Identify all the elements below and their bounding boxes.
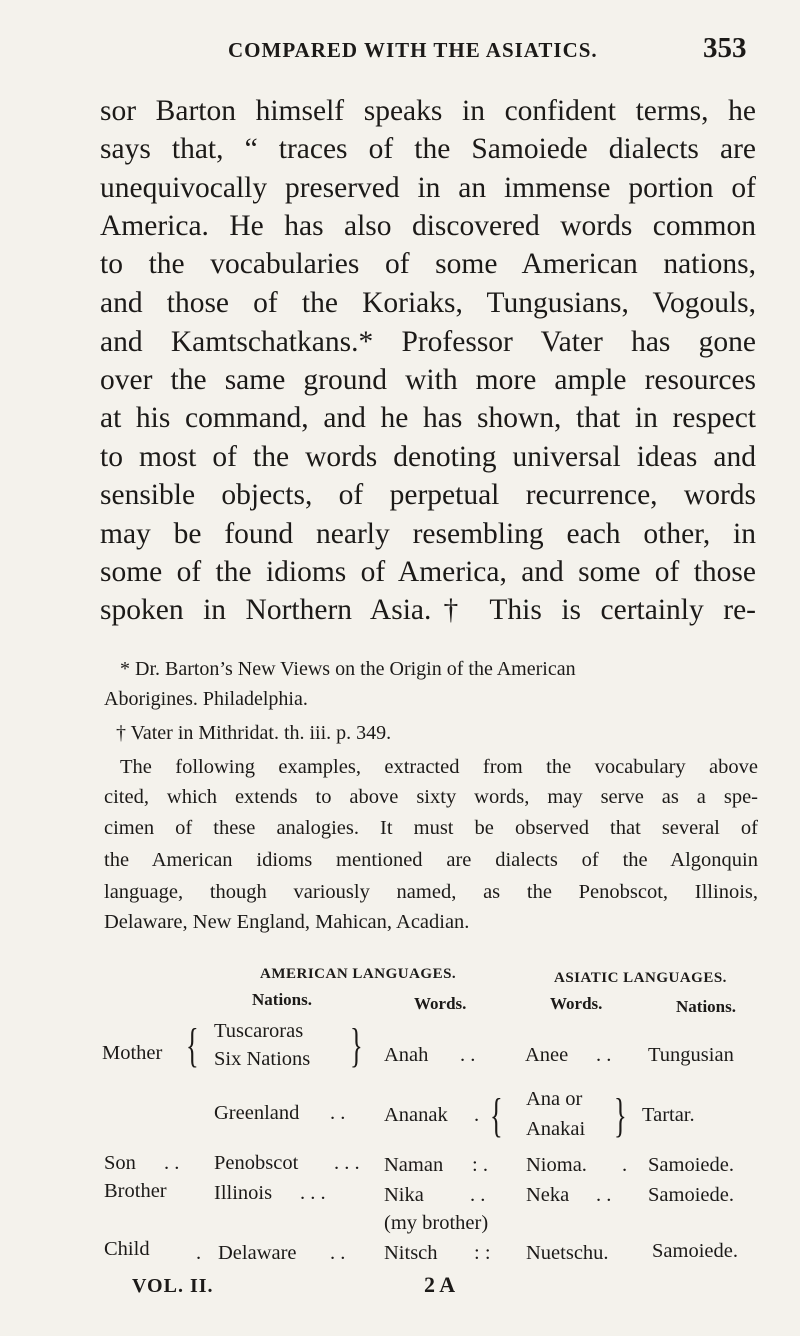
leader-dots: . . [460,1044,476,1066]
left-brace: { [490,1089,503,1142]
right-brace: } [614,1089,627,1142]
asiatic-nation-tungusian: Tungusian [648,1044,734,1066]
small-text-line: cimen of these analogies. It must be observed that several of [104,817,758,839]
asiatic-nation-tartar: Tartar. [642,1104,695,1126]
small-text-line: Delaware, New England, Mahican, Acadian. [104,911,470,933]
body-line: and those of the Koriaks, Tungusians, Vogouls, [100,287,756,319]
nation-illinois: Illinois [214,1182,273,1204]
right-brace: } [350,1019,363,1072]
body-line: says that, “ traces of the Samoiede dialects are [100,133,756,165]
nation-six-nations: Six Nations [214,1048,311,1070]
asiatic-nation-samoiede: Samoiede. [652,1240,738,1262]
leader-dots: . [622,1154,628,1176]
small-text-line: language, though variously named, as the Penobscot, Illinois, [104,881,758,903]
leader-dots: . . [596,1044,612,1066]
column-words-right: Words. [550,994,603,1013]
asiatic-word-anee: Anee [525,1044,569,1066]
table-header-american: AMERICAN LANGUAGES. [260,966,457,982]
footnote-star-continued: Aborigines. Philadelphia. [104,688,308,710]
leader-dots: . [196,1242,202,1264]
leader-dots: . . [470,1184,486,1206]
leader-dots: : . [472,1154,488,1176]
leader-dots: . . [596,1184,612,1206]
nation-delaware: Delaware [218,1242,297,1264]
asiatic-word-nuetschu: Nuetschu. [526,1242,609,1264]
body-line: sensible objects, of perpetual recurrence, words [100,479,756,511]
nation-penobscot: Penobscot [214,1152,299,1174]
asiatic-word-nioma: Nioma. [526,1154,587,1176]
word-anah: Anah [384,1044,429,1066]
column-words-left: Words. [414,994,467,1013]
left-brace: { [186,1019,199,1072]
word-naman: Naman [384,1154,444,1176]
page-number: 353 [703,32,747,64]
column-nations-left: Nations. [252,990,312,1009]
asiatic-nation-samoiede: Samoiede. [648,1184,734,1206]
asiatic-word-neka: Neka [526,1184,570,1206]
leader-dots: . . [330,1242,346,1264]
small-text-line: the American idioms mentioned are dialects of the Algonquin [104,849,758,871]
term-brother: Brother [104,1180,167,1202]
term-son: Son [104,1152,136,1174]
body-line: spoken in Northern Asia.† This is certainly re- [100,594,756,626]
word-ananak: Ananak [384,1104,448,1126]
table-header-asiatic: ASIATIC LANGUAGES. [554,970,727,986]
word-nitsch: Nitsch [384,1242,438,1264]
leader-dots: . . [330,1102,346,1124]
body-line: sor Barton himself speaks in confident terms, he [100,95,756,127]
asiatic-nation-samoiede: Samoiede. [648,1154,734,1176]
footnote-star: * Dr. Barton’s New Views on the Origin of the American [120,658,576,680]
body-line: unequivocally preserved in an immense portion of [100,172,756,204]
leader-dots: . . . [334,1152,360,1174]
small-text-line: The following examples, extracted from the vocabulary above [120,756,758,778]
leader-dots: . [474,1104,480,1126]
small-text-line: cited, which extends to above sixty words, may serve as a spe- [104,786,758,808]
body-line: may be found nearly resembling each other, in [100,518,756,550]
body-line: and Kamtschatkans.* Professor Vater has gone [100,326,756,358]
term-child: Child [104,1238,150,1260]
body-line: to most of the words denoting universal ideas and [100,441,756,473]
body-line: over the same ground with more ample resources [100,364,756,396]
asiatic-word-anakai: Anakai [526,1118,586,1140]
running-title: COMPARED WITH THE ASIATICS. [228,38,598,62]
footnote-dagger: † Vater in Mithridat. th. iii. p. 349. [116,722,392,744]
leader-dots: . . . [300,1182,326,1204]
nation-tuscaroras: Tuscaroras [214,1020,304,1042]
leader-dots: . . [164,1152,180,1174]
body-line: at his command, and he has shown, that in respect [100,402,756,434]
body-line: some of the idioms of America, and some of those [100,556,756,588]
volume-label: VOL. II. [132,1275,214,1297]
body-line: America. He has also discovered words common [100,210,756,242]
asiatic-word-ana-or: Ana or [526,1088,583,1110]
word-nika: Nika [384,1184,424,1206]
column-nations-right: Nations. [676,997,736,1016]
note-my-brother: (my brother) [384,1212,489,1234]
nation-greenland: Greenland [214,1102,300,1124]
body-line: to the vocabularies of some American nations, [100,248,756,280]
leader-dots: : : [474,1242,491,1264]
term-mother: Mother [102,1042,163,1064]
signature-mark: 2 A [424,1272,456,1297]
